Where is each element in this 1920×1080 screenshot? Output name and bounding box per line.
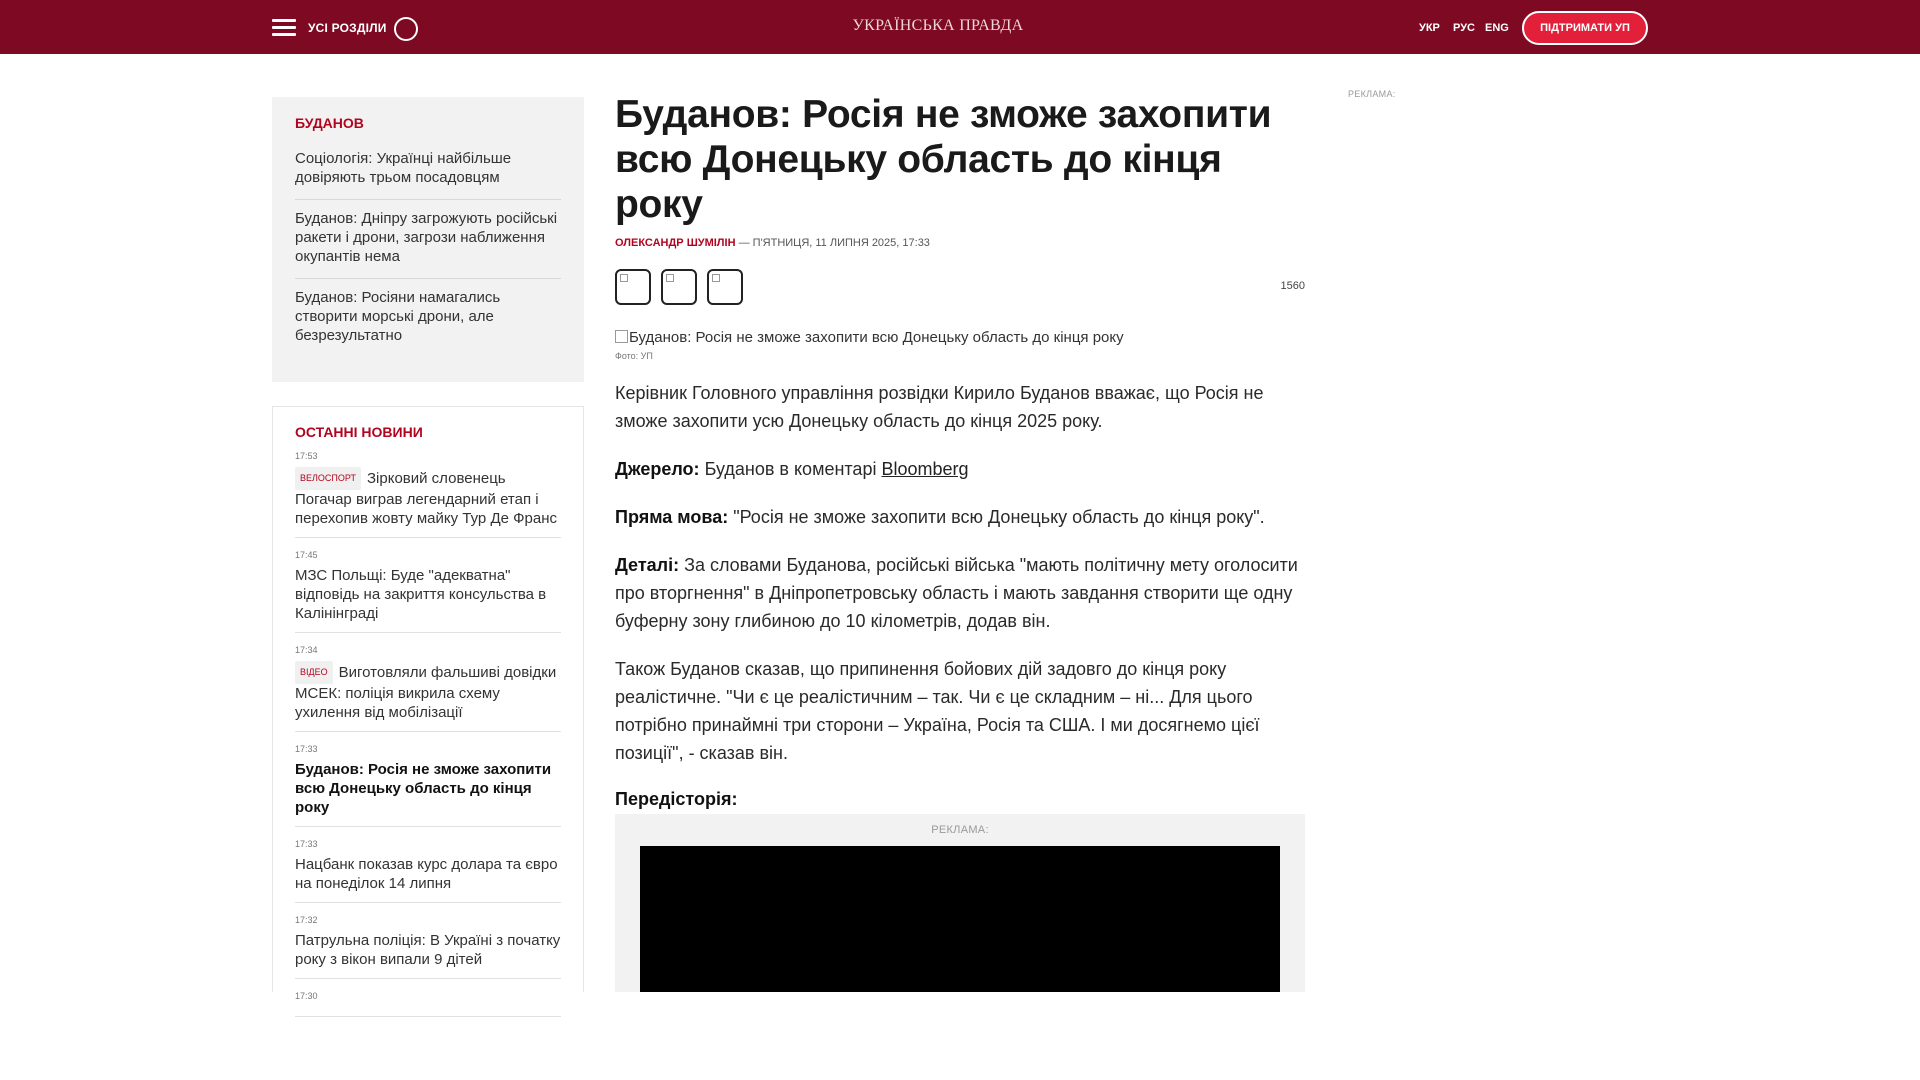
news-time: 17:33 [295, 744, 318, 754]
article-paragraph: Також Буданов сказав, що припинення бойових дій задовго до кінця року реалістичне. "Чи є це реалістичним – так. Чи є це складним – ні... Для цього потрібно принаймні три сторони – Україна, Росія та США. І ми досягнемо цієї позиції", - сказав він. [615, 659, 1260, 763]
search-icon[interactable] [394, 17, 418, 41]
news-list-item[interactable] [295, 450, 561, 538]
news-title[interactable] [295, 467, 561, 528]
tag-related-item[interactable]: Буданов: Росіяни намагались створити морські дрони, але безрезультатно [295, 289, 501, 344]
inline-ad [615, 814, 1305, 992]
photo-alt-text: Буданов: Росія не зможе захопити всю Донецьку область до кінця року [629, 329, 1124, 346]
share-row [615, 269, 1305, 305]
article-photo[interactable] [615, 329, 1305, 347]
news-time: 17:30 [295, 991, 318, 1001]
share-twitter-button[interactable] [661, 269, 697, 305]
news-title[interactable]: Буданов: Росія не зможе захопити всю Донецьку область до кінця року [295, 761, 552, 816]
source-label: Джерело: [615, 459, 700, 479]
news-time: 17:32 [295, 915, 318, 925]
tag-title-link[interactable]: БУДАНОВ [295, 115, 364, 131]
all-sections-link[interactable]: УСІ РОЗДІЛИ [308, 21, 387, 35]
article-title: Буданов: Росія не зможе захопити всю Донецьку область до кінця року [615, 93, 1272, 226]
details-text: За словами Буданова, російські війська "мають політичну мету оголосити про вторгнення" в Дніпропетровську область і мають завдання створити ще одну буферну зону глибиною до 10 кілометрів, додав він. [615, 555, 1298, 631]
news-title-text[interactable]: Зірковий словенець Погачар виграв легендарний етап і перехопив жовту майку Тур Де Франс [295, 470, 557, 527]
latest-news-box [272, 406, 584, 1001]
news-title[interactable]: Нацбанк показав курс долара та євро на понеділок 14 липня [295, 856, 558, 892]
site-logo[interactable]: УКРАЇНСЬКА ПРАВДА [852, 17, 1024, 34]
news-time: 17:33 [295, 839, 318, 849]
news-badge[interactable]: ВІДЕО [295, 661, 333, 684]
broken-image-icon [712, 274, 720, 282]
share-facebook-button[interactable] [615, 269, 651, 305]
news-list-item[interactable] [295, 838, 561, 903]
news-list-item[interactable] [295, 549, 561, 633]
article-details [615, 551, 1305, 635]
tag-related-box [272, 97, 584, 382]
news-title-text[interactable]: Виготовляли фальшиві довідки МСЕК: поліція викрила схему ухилення від мобілізації [295, 664, 557, 721]
lang-rus-link[interactable]: РУС [1453, 22, 1475, 34]
background-heading: Передісторія: [615, 789, 738, 809]
tag-related-item[interactable]: Соціологія: Українці найбільше довіряють трьом посадовцям [295, 149, 561, 200]
news-title[interactable]: МЗС Польщі: Буде "адекватна" відповідь на закриття консульства в Калінінграді [295, 567, 547, 622]
ad-video-player[interactable] [640, 846, 1280, 992]
latest-news-title[interactable]: ОСТАННІ НОВИНИ [295, 424, 423, 440]
details-label: Деталі: [615, 555, 680, 575]
article-quote [615, 503, 1305, 531]
lang-eng-link[interactable]: ENG [1485, 22, 1509, 34]
views-count: 1560 [1280, 280, 1305, 292]
news-title[interactable]: Патрульна поліція: В Україні з початку року з вікон випали 9 дітей [295, 932, 561, 968]
news-time: 17:53 [295, 451, 318, 461]
news-list-item[interactable] [295, 990, 561, 1017]
quote-label: Пряма мова: [615, 507, 729, 527]
hamburger-menu-icon[interactable] [272, 19, 296, 37]
article [615, 92, 1305, 810]
article-meta [615, 237, 1305, 249]
news-list-item[interactable] [295, 914, 561, 979]
share-telegram-button[interactable] [707, 269, 743, 305]
broken-image-icon [620, 274, 628, 282]
article-lead: Керівник Головного управління розвідки Кирило Буданов вважає, що Росія не зможе захопити усю Донецьку область до кінця 2025 року. [615, 383, 1264, 431]
broken-image-icon [615, 330, 628, 343]
tag-related-item[interactable]: Буданов: Дніпру загрожують російські ракети і дрони, загрози наближення окупантів нема [295, 209, 561, 279]
news-badge[interactable]: ВЕЛОСПОРТ [295, 467, 361, 490]
source-text: Буданов в коментарі [699, 459, 882, 479]
quote-text: "Росія не зможе захопити всю Донецьку область до кінця року". [728, 507, 1265, 527]
news-time: 17:34 [295, 645, 318, 655]
news-list-item-current[interactable] [295, 743, 561, 827]
broken-image-icon [666, 274, 674, 282]
lang-ukr-link[interactable]: УКР [1419, 22, 1440, 34]
article-date: П'ЯТНИЦЯ, 11 ЛИПНЯ 2025, 17:33 [752, 237, 930, 249]
news-list-item[interactable] [295, 644, 561, 732]
article-source [615, 455, 1305, 483]
top-navigation-bar [0, 0, 1920, 54]
photo-credit: Фото: УП [615, 351, 653, 361]
news-title[interactable] [295, 661, 561, 722]
news-time: 17:45 [295, 550, 318, 560]
side-ad-label: РЕКЛАМА: [1348, 89, 1396, 99]
bloomberg-link[interactable]: Bloomberg [881, 459, 969, 479]
author-link[interactable]: ОЛЕКСАНДР ШУМІЛІН [615, 237, 736, 249]
support-button[interactable]: ПІДТРИМАТИ УП [1522, 11, 1648, 45]
meta-separator: — [735, 237, 753, 249]
ad-label: РЕКЛАМА: [931, 824, 989, 836]
